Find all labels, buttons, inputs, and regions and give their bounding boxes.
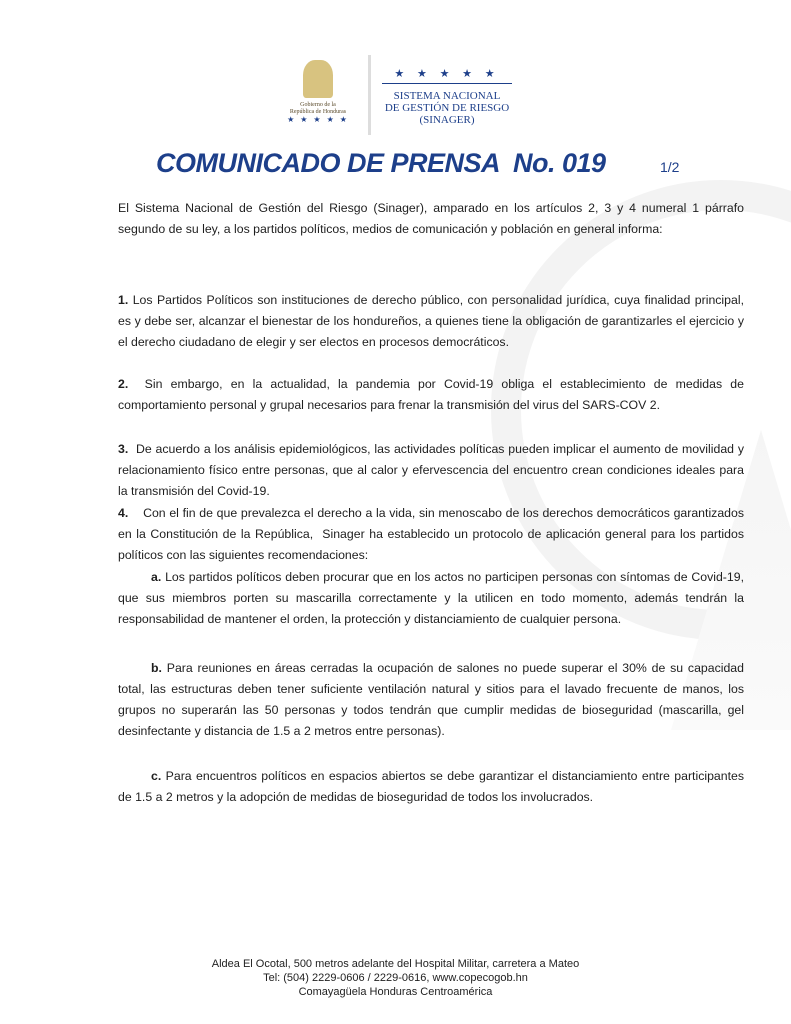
footer-line1: Aldea El Ocotal, 500 metros adelante del Hospital Militar, carretera a Mateo [211,958,580,970]
point-number: 2. [118,377,129,391]
stars-icon: ★ ★ ★ ★ ★ [287,115,349,124]
gov-logo-line1: Gobierno de la [300,102,336,108]
point-4 [118,503,748,566]
point-text: Con el fin de que prevalezca el derecho a la vida, sin menoscabo de los derechos democráticos garantizados en la Constitución de la República, Sinager ha establecido un protocolo de aplicación general para los partidos políticos con las siguientes recomendaciones: [118,506,748,562]
point-number: 3. [118,442,129,456]
page-indicator: 1/2 [660,159,680,175]
sinager-line3: (SINAGER) [419,114,475,126]
sinager-logo [382,68,512,126]
point-text: Los Partidos Políticos son instituciones de derecho público, con personalidad jurídica, cuya finalidad principal, es y debe ser, alcanzar el bienestar de los hondureños, a quienes tiene la obligación de garantizarles el ejercicio y el derecho ciudadano de elegir y ser electos en procesos democráticos. [118,293,744,349]
point-3 [118,439,748,502]
page-title: COMUNICADO DE PRENSA No. 019 [156,148,606,178]
recommendation-text: Para encuentros políticos en espacios abiertos se debe garantizar el distanciamiento entre participantes de 1.5 a 2 metros y la adopción de medidas de bioseguridad de todos los involucrados. [118,769,744,804]
intro-paragraph: El Sistema Nacional de Gestión del Riesgo (Sinager), amparado en los artículos 2, 3 y 4 numeral 1 párrafo segundo de su ley, a los partidos políticos, medios de comunicación y población en general informa: [118,201,744,236]
recommendation-letter: c. [151,769,162,783]
recommendation-c [118,766,744,808]
point-number: 4. [118,506,129,520]
coat-of-arms-icon [303,60,333,98]
recommendation-b [118,658,744,742]
sinager-line1: SISTEMA NACIONAL [393,90,501,102]
sinager-line2: DE GESTIÓN DE RIESGO [384,102,510,114]
recommendation-text: Para reuniones en áreas cerradas la ocupación de salones no puede superar el 30% de su capacidad total, las estructuras deben tener suficiente ventilación natural y sitios para el lavado frecuente de manos, los grupos no superarán las 50 personas y todos tendrán que cumplir medidas de bioseguridad (mascarilla, gel desinfectante y distancia de 1.5 a 2 metros entre personas). [118,661,744,738]
government-logo [278,60,358,123]
point-2 [118,374,748,416]
recommendation-letter: a. [151,570,162,584]
logo-divider [368,55,371,135]
point-text: De acuerdo a los análisis epidemiológicos, las actividades políticas pueden implicar el aumento de movilidad y relacionamiento físico entre personas, que al calor y efervescencia del encuentro crean condiciones ideales para la transmisión del Covid-19. [118,442,748,498]
point-text: Sin embargo, en la actualidad, la pandemia por Covid-19 obliga el establecimiento de medidas de comportamiento personal y grupal necesarios para frenar la transmisión del virus del SARS-COV 2. [118,377,748,412]
footer-contact: Tel: (504) 2229-0606 / 2229-0616, www.copecogob.hn [263,972,528,984]
recommendation-text: Los partidos políticos deben procurar que en los actos no participen personas con síntomas de Covid-19, que sus miembros porten su mascarilla correctamente y la utilicen en todo momento, además tendrán la responsabilidad de mantener el orden, la protección y distanciamiento de cualquier persona. [118,570,744,626]
recommendation-letter: b. [151,661,162,675]
point-number: 1. [118,293,129,307]
gov-logo-line2: República de Honduras [289,109,347,115]
footer-address [0,957,791,999]
recommendation-a [118,567,744,630]
footer-line3: Comayagüela Honduras Centroamérica [298,986,493,998]
point-1 [118,290,744,353]
stars-icon: ★ ★ ★ ★ ★ [382,68,512,84]
